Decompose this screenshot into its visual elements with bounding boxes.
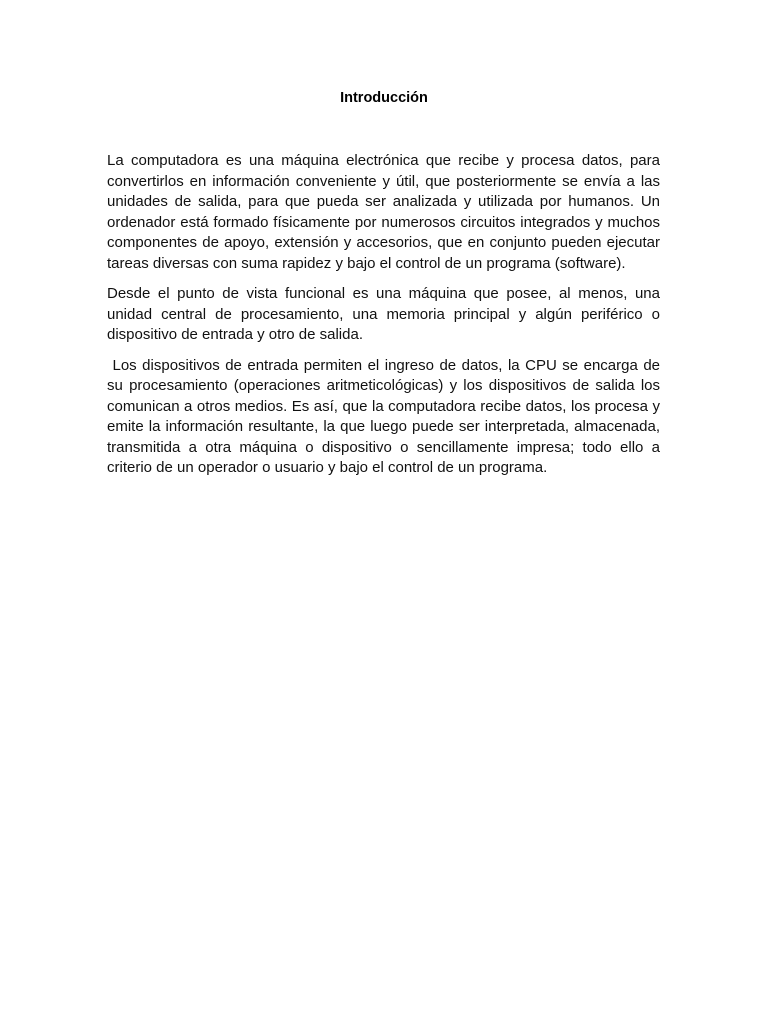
paragraph-3: Los dispositivos de entrada permiten el ingreso de datos, la CPU se encarga de su procesamiento (operaciones aritmeticológicas) y los dispositivos de salida los comunican a otros medios. Es así, que la computadora recibe datos, los procesa y emite la información resultante, la que luego puede ser interpretada, almacenada, transmitida a otra máquina o dispositivo o sencillamente impresa; todo ello a criterio de un operador o usuario y bajo el control de un programa. xyxy=(107,356,665,476)
document-body xyxy=(107,151,665,489)
paragraph-1: La computadora es una máquina electrónica que recibe y procesa datos, para convertirlos en información conveniente y útil, que posteriormente se envía a las unidades de salida, para que pueda ser analizada y utilizada por humanos. Un ordenador está formado físicamente por numerosos circuitos integrados y muchos componentes de apoyo, extensión y accesorios, que en conjunto pueden ejecutar tareas diversas con suma rapidez y bajo el control de un programa (software). xyxy=(107,152,660,272)
document-title: Introducción xyxy=(340,90,428,106)
paragraph-2: Desde el punto de vista funcional es una máquina que posee, al menos, una unidad central de procesamiento, una memoria principal y algún periférico o dispositivo de entrada y otro de salida. xyxy=(107,285,660,343)
